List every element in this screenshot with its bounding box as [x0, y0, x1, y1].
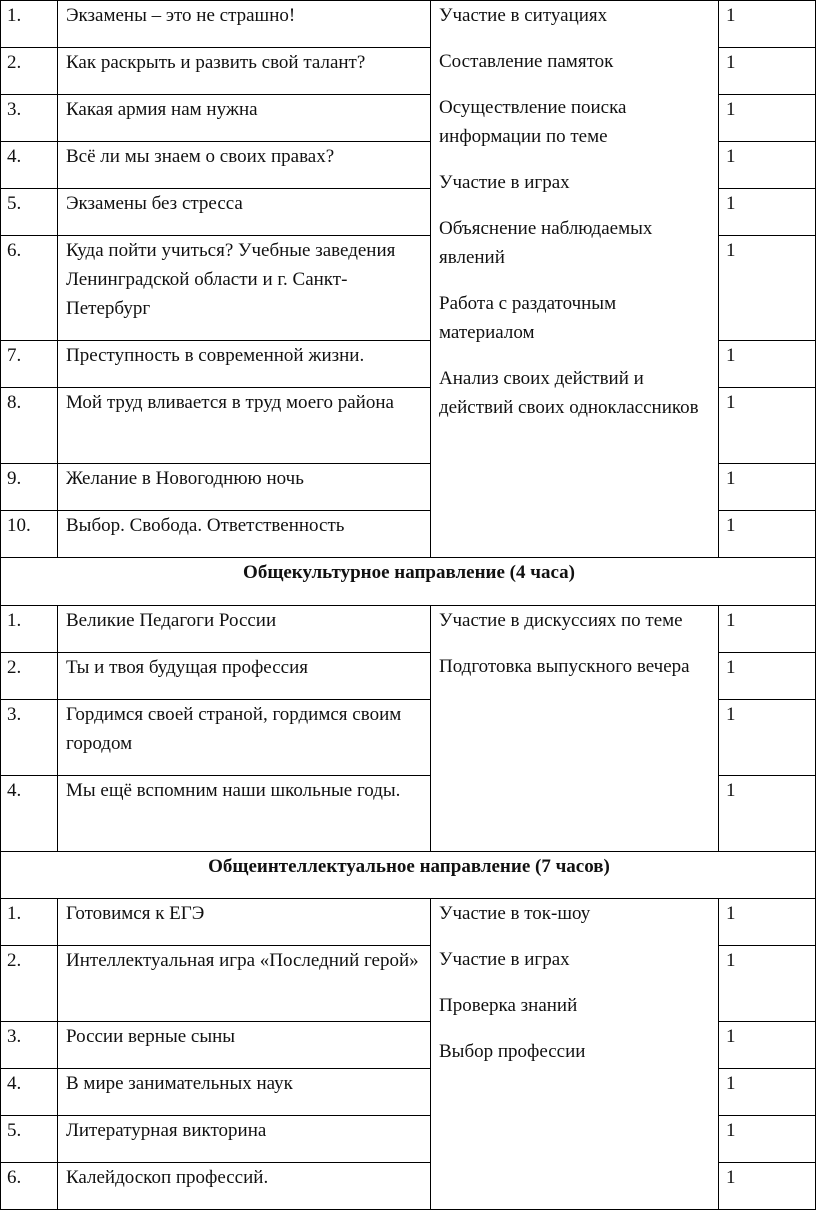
- row-hours: 1: [719, 1163, 816, 1210]
- row-number: 6.: [1, 236, 58, 341]
- row-topic: Мы ещё вспомним наши школьные годы.: [58, 776, 431, 852]
- row-number: 8.: [1, 388, 58, 464]
- row-hours: 1: [719, 189, 816, 236]
- row-number: 10.: [1, 511, 58, 558]
- row-number: 9.: [1, 464, 58, 511]
- row-number: 5.: [1, 189, 58, 236]
- row-hours: 1: [719, 1069, 816, 1116]
- table-row: [1, 606, 816, 653]
- activities-cell: [431, 606, 719, 852]
- activity-item: Анализ своих действий и действий своих одноклассников: [439, 368, 699, 418]
- table-row: [1, 899, 816, 946]
- row-hours: 1: [719, 606, 816, 653]
- activity-item: Осуществление поиска информации по теме: [439, 97, 627, 147]
- activity-item: Выбор профессии: [439, 1041, 586, 1062]
- row-hours: 1: [719, 511, 816, 558]
- row-hours: 1: [719, 946, 816, 1022]
- activity-item: Участие в играх: [439, 172, 570, 193]
- row-topic: России верные сыны: [58, 1022, 431, 1069]
- row-topic: Выбор. Свобода. Ответственность: [58, 511, 431, 558]
- row-topic: Интеллектуальная игра «Последний герой»: [58, 946, 431, 1022]
- row-number: 4.: [1, 142, 58, 189]
- row-hours: 1: [719, 1116, 816, 1163]
- row-number: 6.: [1, 1163, 58, 1210]
- row-number: 3.: [1, 1022, 58, 1069]
- row-topic: Готовимся к ЕГЭ: [58, 899, 431, 946]
- activity-item: Объяснение наблюдаемых явлений: [439, 218, 653, 268]
- row-hours: 1: [719, 1, 816, 48]
- row-number: 1.: [1, 606, 58, 653]
- row-hours: 1: [719, 776, 816, 852]
- row-number: 2.: [1, 653, 58, 700]
- row-number: 4.: [1, 776, 58, 852]
- row-hours: 1: [719, 388, 816, 464]
- row-topic: Как раскрыть и развить свой талант?: [58, 48, 431, 95]
- row-topic: Великие Педагоги России: [58, 606, 431, 653]
- row-topic: Экзамены без стресса: [58, 189, 431, 236]
- row-topic: Мой труд вливается в труд моего района: [58, 388, 431, 464]
- row-number: 1.: [1, 1, 58, 48]
- row-topic: Желание в Новогоднюю ночь: [58, 464, 431, 511]
- row-hours: 1: [719, 653, 816, 700]
- row-hours: 1: [719, 142, 816, 189]
- row-hours: 1: [719, 700, 816, 776]
- row-hours: 1: [719, 1022, 816, 1069]
- activity-item: Участие в ток-шоу: [439, 903, 591, 924]
- row-number: 3.: [1, 700, 58, 776]
- activities-cell: [431, 899, 719, 1210]
- section-title: Общекультурное направление (4 часа): [1, 558, 816, 606]
- activity-item: Участие в дискуссиях по теме: [439, 610, 683, 631]
- section-title: Общеинтеллектуальное направление (7 часов): [1, 852, 816, 899]
- activity-item: Участие в играх: [439, 949, 570, 970]
- row-topic: Какая армия нам нужна: [58, 95, 431, 142]
- table-row: [1, 1, 816, 48]
- section-header-row: [1, 558, 816, 606]
- row-topic: Гордимся своей страной, гордимся своим городом: [58, 700, 431, 776]
- row-number: 4.: [1, 1069, 58, 1116]
- row-hours: 1: [719, 464, 816, 511]
- row-topic: Куда пойти учиться? Учебные заведения Ленинградской области и г. Санкт-Петербург: [58, 236, 431, 341]
- activity-item: Проверка знаний: [439, 995, 578, 1016]
- row-number: 1.: [1, 899, 58, 946]
- row-hours: 1: [719, 341, 816, 388]
- row-hours: 1: [719, 95, 816, 142]
- activity-item: Составление памяток: [439, 51, 614, 72]
- section-header-row: [1, 852, 816, 899]
- row-number: 7.: [1, 341, 58, 388]
- row-number: 2.: [1, 48, 58, 95]
- row-number: 2.: [1, 946, 58, 1022]
- row-topic: В мире занимательных наук: [58, 1069, 431, 1116]
- row-topic: Преступность в современной жизни.: [58, 341, 431, 388]
- row-hours: 1: [719, 236, 816, 341]
- row-topic: Ты и твоя будущая профессия: [58, 653, 431, 700]
- row-hours: 1: [719, 899, 816, 946]
- activity-item: Работа с раздаточным материалом: [439, 293, 617, 343]
- activities-cell: [431, 1, 719, 558]
- row-topic: Экзамены – это не страшно!: [58, 1, 431, 48]
- row-topic: Литературная викторина: [58, 1116, 431, 1163]
- row-topic: Всё ли мы знаем о своих правах?: [58, 142, 431, 189]
- row-number: 5.: [1, 1116, 58, 1163]
- row-topic: Калейдоскоп профессий.: [58, 1163, 431, 1210]
- activity-item: Подготовка выпускного вечера: [439, 656, 690, 677]
- row-number: 3.: [1, 95, 58, 142]
- activity-item: Участие в ситуациях: [439, 5, 608, 26]
- row-hours: 1: [719, 48, 816, 95]
